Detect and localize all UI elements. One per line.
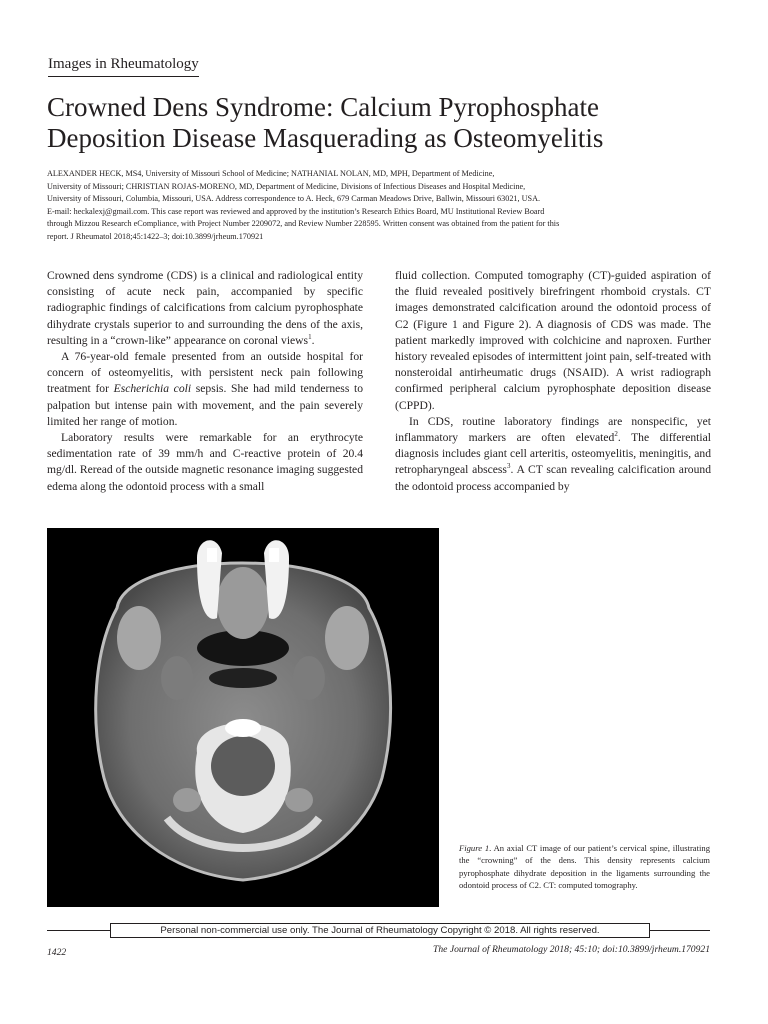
- figure-caption: [459, 842, 710, 891]
- reference-superscript: 1: [308, 332, 312, 341]
- figure-label: Figure 1: [459, 843, 490, 853]
- paragraph-text: Crowned dens syndrome (CDS) is a clinical and radiological entity consisting of acute neck pain, accompanied by specific radiographic findings of calcifications from calcium pyrophosphate dihydrate crystals superior to and surrounding the dens of the axis, resulting in a “crown-like” appearance on coronal views: [47, 269, 363, 347]
- author-line: ALEXANDER HECK, MS4, University of Missouri School of Medicine; NATHANIAL NOLAN, MD, MPH, Department of Medicine,: [47, 169, 495, 178]
- journal-reference: The Journal of Rheumatology 2018; 45:10; doi:10.3899/jrheum.170921: [433, 944, 710, 955]
- footer-rule-right: [650, 930, 710, 931]
- article-title: [47, 92, 727, 154]
- author-line: through Mizzou Research eCompliance, with Project Number 2209072, and Review Number 228595. Written consent was obtained from the patient for this: [47, 219, 560, 229]
- author-affiliations: [47, 168, 715, 244]
- paragraph-intro: [47, 268, 363, 349]
- paragraph-lab-results: Laboratory results were remarkable for an erythrocyte sedimentation rate of 39 mm/h and C-reactive protein of 20.4 mg/dl. Reread of the outside magnetic resonance imaging suggested edema along the odontoid process with a small: [47, 431, 363, 493]
- organism-name: Escherichia coli: [113, 382, 192, 396]
- page-number: 1422: [47, 947, 67, 958]
- paragraph-diagnosis: fluid collection. Computed tomography (CT)-guided aspiration of the fluid revealed positively birefringent rhomboid crystals. CT images demonstrated calcification around the odontoid process of C2 (Figure 1 and Figure 2). A diagnosis of CDS was made. The patient markedly improved with colchicine and naproxen. Further history revealed episodes of intermittent joint pain, self-treated with nonsteroidal antirheumatic drugs (NSAID). A wrist radiograph confirmed peripheral calcium pyrophosphate deposition disease (CPPD).: [395, 269, 711, 412]
- footer-rule-left: [47, 930, 110, 931]
- paragraph-case: [47, 349, 363, 430]
- reference-superscript: 3: [506, 462, 511, 471]
- author-line: University of Missouri, Columbia, Missouri, USA. Address correspondence to A. Heck, 679 Carman Meadows Drive, Ballwin, Missouri 63021, USA.: [47, 194, 541, 204]
- title-line-2: Deposition Disease Masquerading as Osteomyelitis: [47, 123, 604, 153]
- body-column-left: [47, 268, 363, 495]
- author-line: E-mail: heckalexj@gmail.com. This case report was reviewed and approved by the institution’s Research Ethics Board, MU Institutional Review Board: [47, 206, 545, 216]
- paragraph-text: In CDS, routine laboratory findings are nonspecific, yet inflammatory markers are often elevated: [395, 414, 711, 445]
- paragraph-text: sepsis. She had mild tenderness to palpation but intense pain with movement, and the pain severely limited her range of motion.: [47, 382, 364, 428]
- author-line: University of Missouri; CHRISTIAN ROJAS-MORENO, MD, Department of Medicine, Divisions of Infectious Diseases and Hospital Medicine,: [47, 181, 526, 191]
- reference-superscript: 2: [614, 430, 618, 439]
- paragraph-text: .: [311, 333, 315, 347]
- paragraph-discussion: [395, 414, 711, 495]
- body-column-right: [395, 268, 711, 495]
- paragraph-text: A 76-year-old female presented from an outside hospital for concern of osteomyelitis, with persistent neck pain following treatment for: [47, 350, 363, 396]
- section-label: Images in Rheumatology: [48, 56, 199, 77]
- paragraph-text: . The differential diagnosis includes giant cell arteritis, osteomyelitis, meningitis, and retropharyngeal abscess: [395, 431, 711, 477]
- caption-text: . An axial CT image of our patient’s cervical spine, illustrating the “crowning” of the dens. This density represents calcium pyrophosphate dihydrate deposition in the ligaments surrounding the odontoid process of C2. CT: computed tomography.: [459, 843, 710, 890]
- author-line: report. J Rheumatol 2018;45:1422–3; doi:10.3899/jrheum.170921: [47, 231, 264, 241]
- copyright-notice: Personal non-commercial use only. The Journal of Rheumatology Copyright © 2018. All rights reserved.: [110, 923, 650, 938]
- paragraph-text: . A CT scan revealing calcification around the odontoid process accompanied by: [395, 463, 711, 493]
- ct-scan-figure: [47, 528, 439, 907]
- ct-scan-image: [47, 528, 439, 907]
- title-line-1: Crowned Dens Syndrome: Calcium Pyrophosphate: [47, 92, 599, 122]
